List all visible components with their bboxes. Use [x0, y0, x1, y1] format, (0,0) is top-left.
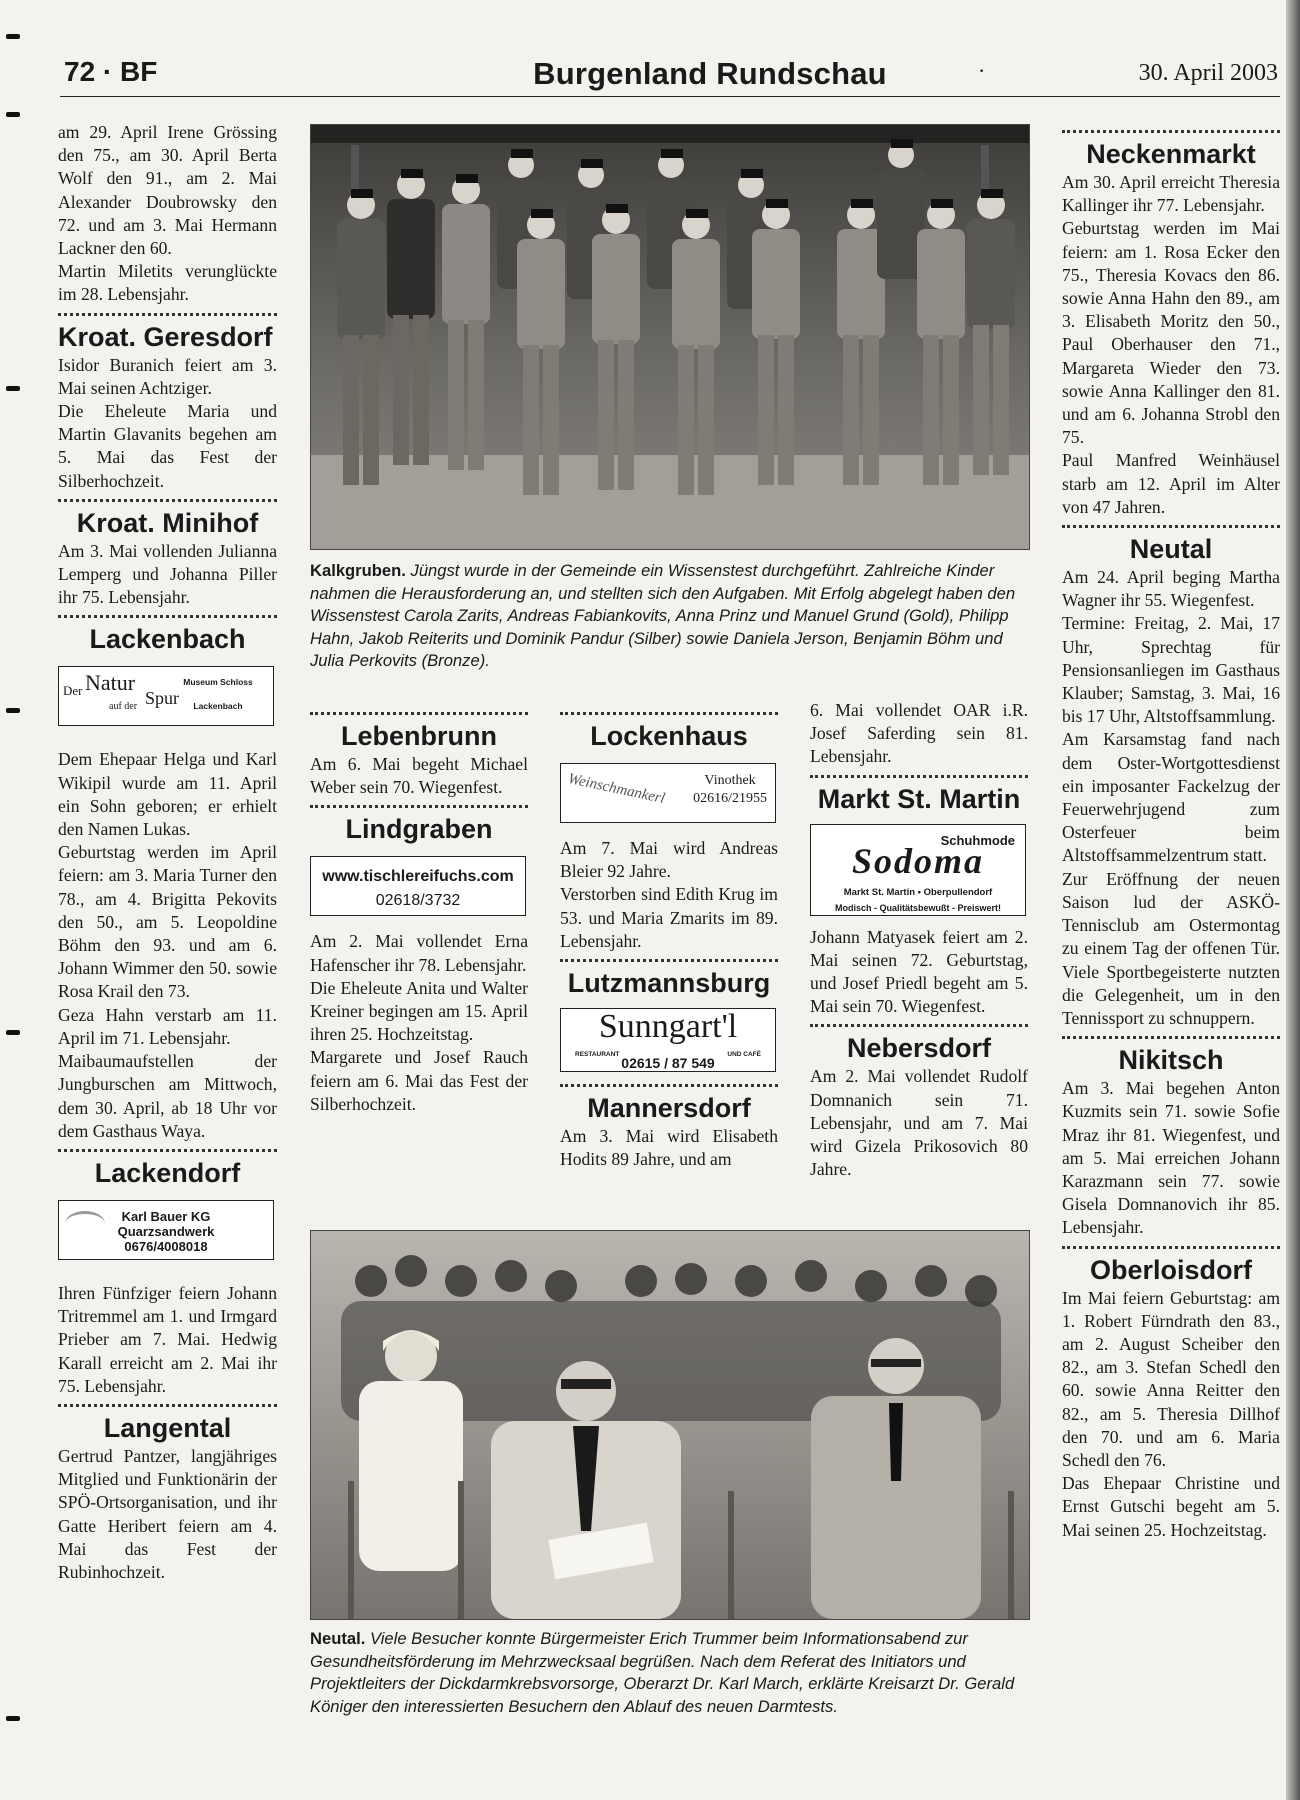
article-text: Martin Miletits verunglückte im 28. Lebensjahr.	[58, 261, 277, 305]
section-heading-nebersdorf: Nebersdorf	[846, 1033, 992, 1064]
dotted-divider	[310, 805, 528, 808]
section-heading-kroat-geresdorf: Kroat. Geresdorf	[58, 321, 273, 352]
ad-text-block	[59, 1209, 273, 1254]
article-text: Dem Ehepaar Helga und Karl Wikipil wurde am 11. April ein Sohn geboren; er erhielt den Namen Lukas.	[58, 749, 277, 840]
ad-vinothek	[560, 763, 776, 823]
photo-illustration	[311, 1231, 1029, 1619]
dotted-divider	[810, 775, 1028, 778]
article-text: Die Eheleute Maria und Martin Glavanits begehen am 5. Mai das Fest der Silberhochzeit.	[58, 401, 277, 491]
ad-text: Markt St. Martin • Oberpullendorf	[843, 886, 993, 898]
section-heading-lindgraben: Lindgraben	[345, 814, 493, 845]
column-3	[560, 706, 778, 1171]
ad-text: RESTAURANT	[575, 1051, 620, 1059]
binding-mark	[6, 1030, 20, 1035]
caption-text: Viele Besucher konnte Bürgermeister Erich Trummer beim Informationsabend zur Gesundheitsförderung im Mehrzwecksaal begrüßen. Nach dem Referat des Initiators und Projektleiters der Dickdarmkrebsvorsorge, Oberarzt Dr. Karl March, erklärte Kreisarzt Dr. Gerald Königer den interessierten Besuchern den Ablauf des neuen Darmtests.	[310, 1629, 1015, 1716]
photo-caption-neutal	[310, 1628, 1032, 1718]
ad-sunngartl	[560, 1008, 776, 1072]
article-text: Am 6. Mai begeht Michael Weber sein 70. Wiegenfest.	[310, 754, 528, 798]
ad-script-logo: Weinschmankerl	[566, 770, 667, 808]
dotted-divider	[560, 1084, 778, 1087]
column-4	[810, 699, 1028, 1181]
article-text: Zur Eröffnung der neuen Saison lud der ASKÖ-Tennisclub am Ostermontag zu einem Tag der offenen Tür. Viele Sportbegeisterte nutzten die Gelegenheit, um in den Tennissport zu schnuppern.	[1062, 868, 1280, 1028]
article-text: am 29. April Irene Grössing den 75., am 30. April Berta Wolf den 91., am 2. Mai Alexander Doubrowsky den 72. und am 3. Mai Hermann Lackner den 60.	[58, 122, 277, 259]
article-text: Geza Hahn verstarb am 11. April im 71. Lebensjahr.	[58, 1004, 277, 1048]
article-text: Am Karsamstag fand nach dem Oster-Wortgottesdienst ein imposanter Fackelzug der Feuerwehrjugend zum Osterfeuer beim Altstoffsammelzentrum statt.	[1062, 729, 1280, 866]
article-text: Am 3. Mai begehen Anton Kuzmits sein 71. sowie Sofie Mraz ihr 81. Wiegenfest, und am 5. Mai erreichen Johann Karazmann sein 77. sowie Gisela Domnanovich ihr 85. Lebensjahr.	[1062, 1078, 1280, 1238]
article-text: Am 24. April beging Martha Wagner ihr 55. Wiegenfest.	[1062, 567, 1280, 611]
ad-logo-text: Sodoma	[851, 840, 985, 881]
dotted-divider	[58, 615, 277, 618]
article-text: Am 7. Mai wird Andreas Bleier 92 Jahre.	[560, 838, 778, 882]
section-heading-neckenmarkt: Neckenmarkt	[1086, 139, 1256, 169]
section-heading-lackendorf: Lackendorf	[94, 1157, 241, 1188]
ad-logo-text: Sunngart'l	[598, 1008, 738, 1046]
photo-neutal-info-evening	[310, 1230, 1030, 1620]
article-text: Am 2. Mai vollendet Erna Hafenscher ihr 78. Lebensjahr.	[310, 931, 528, 975]
ad-text: 02618/3732	[375, 892, 461, 910]
article-text: Am 3. Mai vollenden Julianna Lemperg und Johanna Piller ihr 75. Lebensjahr.	[58, 540, 277, 608]
article-text: Geburtstag werden im Mai feiern: am 1. Rosa Ecker den 75., Theresia Kovacs den 86. sowie Anna Hahn den 89., am 3. Elisabeth Moritz den 50., Paul Oberhauser den 71., Margareta Wieder den 73. sowie Anna Kallinger den 81. und am 6. Johanna Strobl den 75.	[1062, 218, 1280, 448]
column-1	[58, 121, 277, 1584]
column-5	[1062, 124, 1280, 1542]
page-header	[60, 56, 1280, 97]
section-heading-nikitsch: Nikitsch	[1118, 1045, 1224, 1076]
photo-caption-kalkgruben	[310, 560, 1032, 673]
dotted-divider	[560, 959, 778, 962]
dotted-divider	[58, 1404, 277, 1407]
section-heading-kroat-minihof: Kroat. Minihof	[76, 507, 259, 538]
article-text: Johann Matyasek feiert am 2. Mai seinen 72. Geburtstag, und Josef Priedl begeht am 5. Mai sein 70. Wiegenfest.	[810, 926, 1028, 1017]
ad-tischlerei-fuchs	[310, 856, 526, 916]
section-heading-lebenbrunn: Lebenbrunn	[341, 721, 497, 751]
article-text: Am 30. April erreicht Theresia Kallinger ihr 77. Lebensjahr.	[1062, 172, 1280, 216]
dotted-divider	[1062, 130, 1280, 133]
photo-kalkgruben-youth-group	[310, 124, 1030, 550]
ad-text: Museum Schloss Lackenbach	[183, 677, 253, 711]
section-heading-oberloisdorf: Oberloisdorf	[1089, 1254, 1252, 1285]
article-text: Maibaumaufstellen der Jungburschen am Mittwoch, dem 30. April, ab 18 Uhr vor dem Gasthaus Waya.	[58, 1051, 277, 1141]
article-text: Margarete und Josef Rauch feiern am 6. Mai das Fest der Silberhochzeit.	[310, 1047, 528, 1114]
section-heading-lackenbach: Lackenbach	[89, 624, 246, 655]
article-text: Isidor Buranich feiert am 3. Mai seinen Achtziger.	[58, 354, 277, 398]
dotted-divider	[58, 1149, 277, 1152]
ad-text: 02615 / 87 549	[621, 1055, 715, 1072]
ad-natur-auf-der-spur	[58, 666, 274, 726]
ad-text: Karl Bauer KG	[121, 1208, 211, 1224]
section-heading-lutzmannsburg: Lutzmannsburg	[567, 968, 771, 999]
article-text: Die Eheleute Anita und Walter Kreiner begingen am 15. April ihren 25. Hochzeitstag.	[310, 977, 528, 1045]
article-text: Ihren Fünfziger feiern Johann Tritremmel am 1. und Irmgard Prieber am 7. Mai. Hedwig Karall erreicht am 2. Mai ihr 75. Lebensjahr.	[58, 1282, 277, 1396]
header-separator: ·	[978, 58, 986, 83]
section-heading-markt-st-martin: Markt St. Martin	[817, 783, 1021, 814]
binding-mark	[6, 1716, 20, 1721]
ad-text: 02616/21955	[693, 791, 767, 806]
masthead-title: Burgenland Rundschau	[533, 56, 887, 91]
page-number: 72 · BF	[64, 56, 158, 87]
dotted-divider	[560, 712, 778, 715]
ad-text: 0676/4008018	[124, 1238, 208, 1254]
ad-text: www.tischlereifuchs.com	[322, 868, 514, 886]
section-heading-mannersdorf: Mannersdorf	[587, 1093, 751, 1124]
binding-mark	[6, 34, 20, 39]
scan-right-edge	[1286, 0, 1300, 1800]
ad-karl-bauer	[58, 1200, 274, 1260]
caption-text: Jüngst wurde in der Gemeinde ein Wissenstest durchgeführt. Zahlreiche Kinder nahmen die Herausforderung an, und stellten sich den Aufgaben. Mit Erfolg abgelegt haben den Wissenstest Carola Zarits, Andreas Fabiankovits, Anna Prinz und Manuel Grund (Gold), Philipp Hahn, Jakob Reiterits und Dominik Pandur (Silber) sowie Daniela Jerson, Benjamin Böhm und Julia Perkovits (Bronze).	[310, 561, 1016, 671]
ad-text: Natur	[85, 670, 136, 696]
article-text: Paul Manfred Weinhäusel starb am 12. April im Alter von 47 Jahren.	[1062, 450, 1280, 517]
section-heading-langental: Langental	[103, 1412, 232, 1443]
dotted-divider	[1062, 1246, 1280, 1249]
caption-place: Kalkgruben.	[310, 561, 406, 580]
binding-mark	[6, 112, 20, 117]
dotted-divider	[310, 712, 528, 715]
dotted-divider	[1062, 525, 1280, 528]
ad-text: Quarzsandwerk	[117, 1223, 215, 1239]
article-text: Am 2. Mai vollendet Rudolf Domnanich sein 71. Lebensjahr, und am 7. Mai wird Gizela Prikosovich 80 Jahre.	[810, 1066, 1028, 1180]
ad-text: Schuhmode	[940, 832, 1015, 848]
ad-schuhmode-sodoma	[810, 824, 1026, 916]
ad-text: Spur	[145, 688, 180, 709]
article-text: Das Ehepaar Christine und Ernst Gutschi begeht am 5. Mai seinen 25. Hochzeitstag.	[1062, 1473, 1280, 1540]
dotted-divider	[58, 313, 277, 316]
section-heading-lockenhaus: Lockenhaus	[590, 721, 748, 751]
section-heading-neutal: Neutal	[1129, 534, 1213, 565]
article-text: Am 3. Mai wird Elisabeth Hodits 89 Jahre, und am	[560, 1126, 778, 1170]
article-text: Gertrud Pantzer, langjähriges Mitglied und Funktionärin der SPÖ-Ortsorganisation, und ihr Gatte Heribert feiern am 4. Mai das Fest der Rubinhochzeit.	[58, 1445, 277, 1582]
ad-text: Vinothek	[704, 773, 756, 788]
dotted-divider	[58, 499, 277, 502]
caption-place: Neutal.	[310, 1629, 366, 1648]
dotted-divider	[810, 1024, 1028, 1027]
binding-mark	[6, 386, 20, 391]
article-text: Termine: Freitag, 2. Mai, 17 Uhr, Sprechtag für Pensionsanliegen im Gasthaus Klauber; Samstag, 3. Mai, 16 bis 17 Uhr, Altstoffsammlung.	[1062, 613, 1280, 727]
photo-illustration	[311, 125, 1029, 549]
article-text: Verstorben sind Edith Krug im 53. und Maria Zmarits im 89. Lebensjahr.	[560, 884, 778, 951]
ad-text-block	[693, 772, 767, 808]
ad-text: auf der	[109, 701, 138, 713]
ad-text: UND CAFÉ	[727, 1051, 761, 1059]
ad-text: Der	[63, 683, 83, 699]
column-2	[310, 706, 528, 1116]
article-text: Geburtstag werden im April feiern: am 3. Maria Turner den 78., am 4. Brigitta Pekovits den 50., am 5. Leopoldine Böhm den 93. und am 6. Johann Wimmer den 50. sowie Rosa Krail den 73.	[58, 842, 277, 1002]
issue-date: 30. April 2003	[1138, 60, 1278, 86]
ad-text: Modisch - Qualitätsbewußt - Preiswert!	[834, 902, 1002, 913]
article-text: 6. Mai vollendet OAR i.R. Josef Saferding sein 81. Lebensjahr.	[810, 700, 1028, 767]
dotted-divider	[1062, 1036, 1280, 1039]
binding-mark	[6, 708, 20, 713]
article-text: Im Mai feiern Geburtstag: am 1. Robert Fürndrath den 83., am 2. August Scheiber den 82., am 3. Stefan Schedl den 60. sowie Anna Reitter den 82., am 5. Theresia Dillhof den 70. und am 6. Maria Schedl den 76.	[1062, 1287, 1280, 1470]
